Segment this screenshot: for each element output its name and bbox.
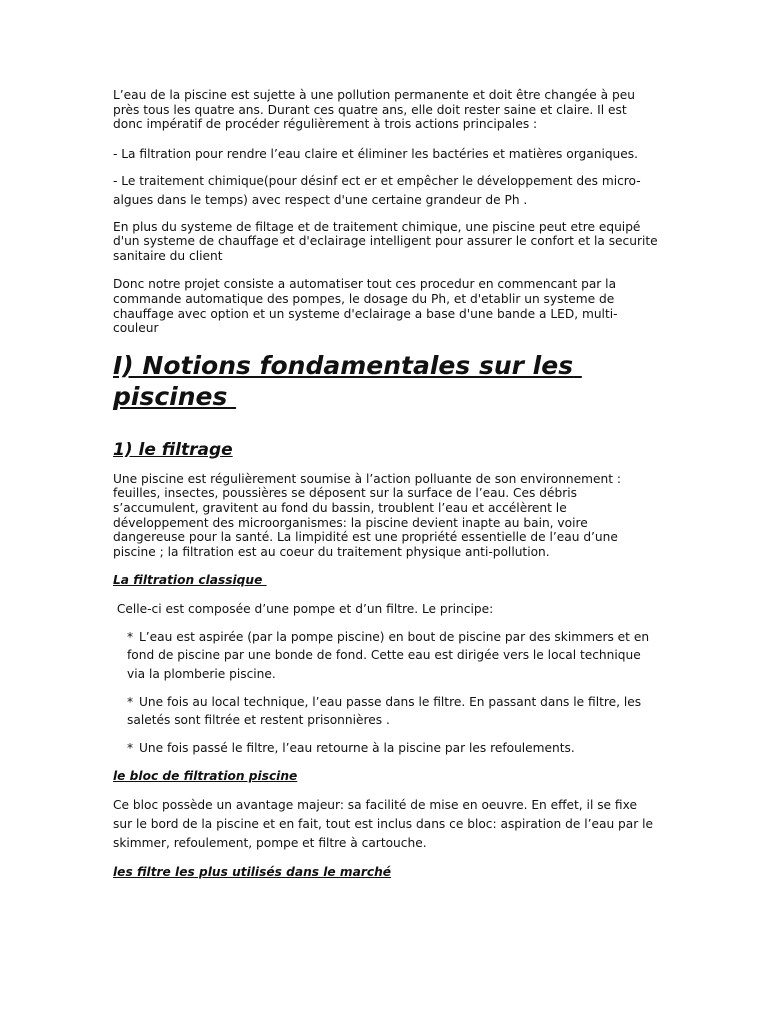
list-item-text: Une fois passé le filtre, l’eau retourne à la piscine par les refoulements. [139,740,575,755]
subsection-heading-filtrage: 1) le filtrage [113,439,233,460]
intro-paragraph-2: - La filtration pour rendre l’eau claire et éliminer les bactéries et matières organiques. [113,146,639,161]
intro-paragraph-4: En plus du systeme de filtage et de traitement chimique, une piscine peut etre equipé d'un systeme de chauffage et d'eclairage intelligent pour assurer le confort et la securite sanitaire du client [113,219,658,263]
list-item [113,739,658,758]
bloc-paragraph: Ce bloc possède un avantage majeur: sa facilité de mise en oeuvre. En effet, il se fixe sur le bord de la piscine et en fait, tout est inclus dans ce bloc: aspiration de l’eau par le skimmer, refoulement, pompe et filtre à cartouche. [113,798,654,850]
heading-bloc-filtration: le bloc de filtration piscine [113,769,298,784]
list-item-text: L’eau est aspirée (par la pompe piscine) en bout de piscine par des skimmers et en fond de piscine par une bonde de fond. Cette eau est dirigée vers le local technique via la plomberie piscine. [127,629,650,682]
asterisk-bullet-icon: * [127,694,134,709]
intro-paragraph-1: L’eau de la piscine est sujette à une pollution permanente et doit être changée à peu près tous les quatre ans. Durant ces quatre ans, elle doit rester saine et claire. Il est donc impératif de procéder régulièrement à trois actions principales : [113,88,635,132]
asterisk-bullet-icon: * [127,740,134,755]
intro-paragraph-3: - Le traitement chimique(pour désinf ect er et empêcher le développement des micro-algues dans le temps) avec respect d'une certaine grandeur de Ph . [113,174,641,207]
list-item [113,693,658,730]
list-item-text: Une fois au local technique, l’eau passe dans le filtre. En passant dans le filtre, les saletés sont filtrée et restent prisonnières . [127,694,642,728]
document-page [113,88,658,880]
intro-paragraph-5: Donc notre projet consiste a automatiser tout ces procedur en commencant par la commande automatique des pompes, le dosage du Ph, et d'etablir un systeme de chauffage avec option et un systeme d'eclairage a base d'une bande a LED, multi-couleur [113,277,618,336]
classic-intro: Celle-ci est composée d’une pompe et d’un filtre. Le principe: [113,602,494,617]
list-item [113,628,658,684]
section-heading: I) Notions fondamentales sur les piscines [113,350,582,411]
asterisk-bullet-icon: * [127,629,134,644]
filtrage-paragraph: Une piscine est régulièrement soumise à l’action polluante de son environnement : feuilles, insectes, poussières se déposent sur la surface de l’eau. Ces débris s’accumulent, gravitent au fond du bassin, troublent l’eau et accélèrent le développement des microorganismes: la piscine devient inapte au bain, voire dangereuse pour la santé. La limpidité est une propriété essentielle de l’eau d’une piscine ; la filtration est au coeur du traitement physique anti-pollution. [113,471,622,559]
heading-filtration-classique: La filtration classique [113,573,267,588]
heading-filtres-utilises: les filtre les plus utilisés dans le marché [113,865,392,880]
